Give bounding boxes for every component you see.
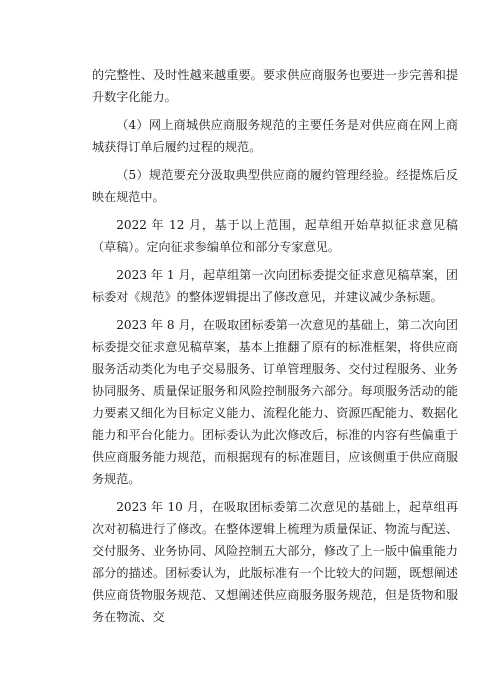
paragraph-item-5: （5）规范要充分汲取典型供应商的履约管理经验。经提炼后反映在规范中。 xyxy=(92,168,458,204)
paragraph-2023-01: 2023 年 1 月，起草组第一次向团标委提交征求意见稿草案，团标委对《规范》的整体逻辑提出了修改意见，并建议减少条标题。 xyxy=(92,268,458,304)
document-body xyxy=(92,64,458,634)
paragraph-item-4: （4）网上商城供应商服务规范的主要任务是对供应商在网上商城获得订单后履约过程的规范。 xyxy=(92,118,458,154)
paragraph-2023-10: 2023 年 10 月，在吸取团标委第二次意见的基础上，起草组再次对初稿进行了修改。在整体逻辑上梳理为质量保证、物流与配送、交付服务、业务协同、风险控制五大部分，修改了上一版中偏重能力部分的描述。团标委认为，此版标准有一个比较大的问题，既想阐述供应商货物服务规范、又想阐述供应商服务服务规范，但是货物和服务在物流、交 xyxy=(92,500,458,624)
paragraph-2023-08: 2023 年 8 月，在吸取团标委第一次意见的基础上，第二次向团标委提交征求意见稿草案，基本上推翻了原有的标准框架，将供应商服务活动类化为电子交易服务、订单管理服务、交付过程服务、业务协同服务、质量保证服务和风险控制服务六部分。每项服务活动的能力要素又细化为目标定义能力、流程化能力、资源匹配能力、数据化能力和平台化能力。团标委认为此次修改后，标准的内容有些偏重于供应商服务能力规范，而根据现有的标准题目，应该侧重于供应商服务规范。 xyxy=(92,318,458,486)
paragraph-2022-12: 2022 年 12 月，基于以上范围，起草组开始草拟征求意见稿（草稿）。定向征求参编单位和部分专家意见。 xyxy=(92,218,458,254)
paragraph-continuation: 的完整性、及时性越来越重要。要求供应商服务也要进一步完善和提升数字化能力。 xyxy=(92,68,458,104)
